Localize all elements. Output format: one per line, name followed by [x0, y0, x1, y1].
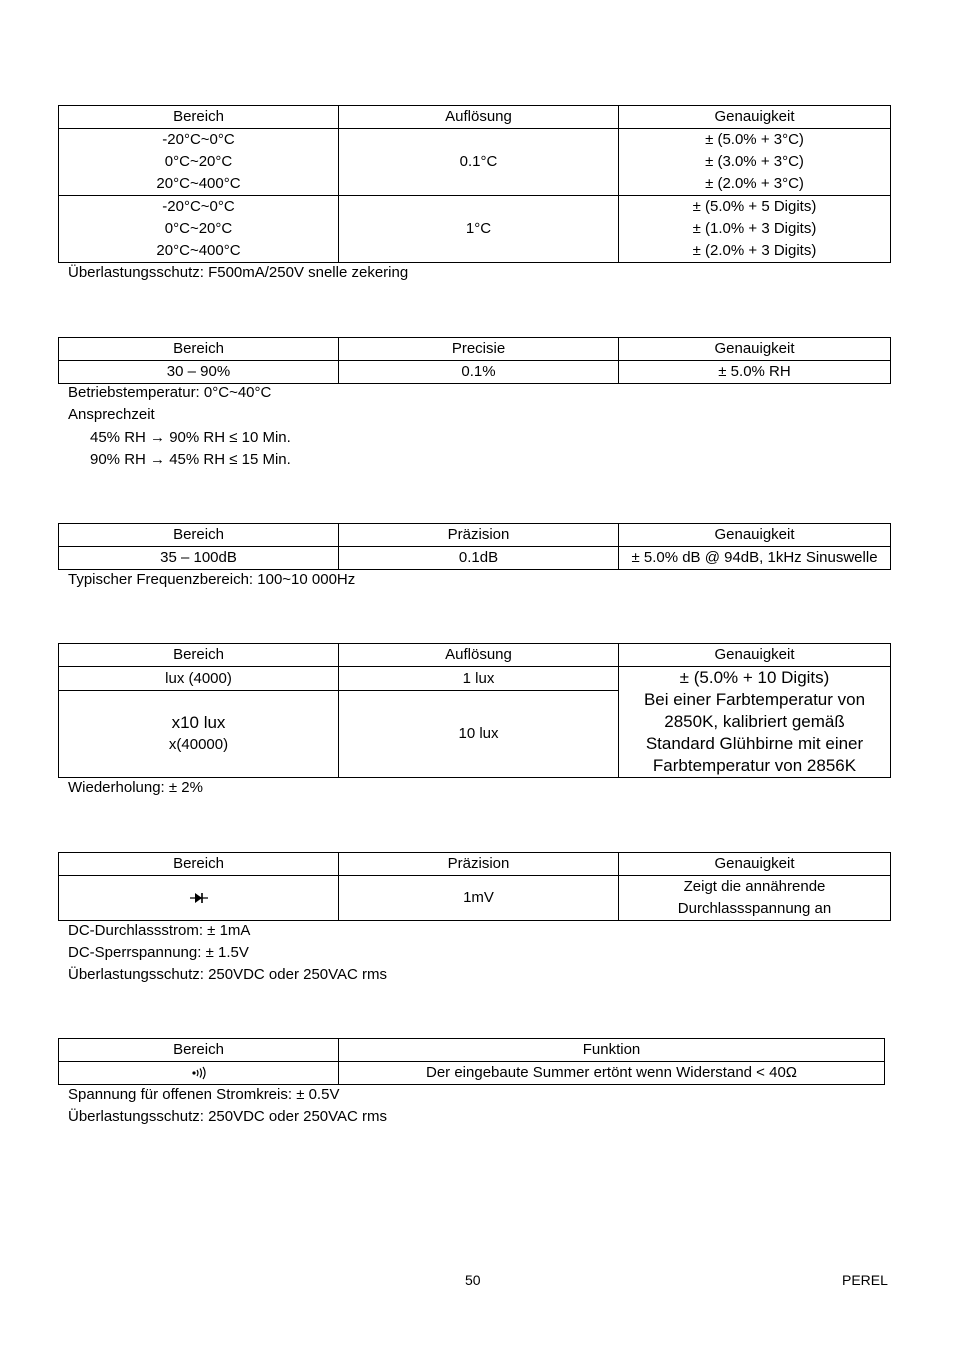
- accuracy-text: Durchlassspannung an: [677, 900, 832, 917]
- light-spec-table: [58, 643, 891, 778]
- temperature-note: Überlastungsschutz: F500mA/250V snelle zekering: [68, 264, 409, 281]
- resolution-cell: 1 lux: [339, 667, 619, 691]
- light-note: Wiederholung: ± 2%: [68, 779, 203, 796]
- header-cell: Bereich: [59, 1039, 339, 1062]
- accuracy-cell: ± 5.0% dB @ 94dB, 1kHz Sinuswelle: [619, 547, 891, 570]
- range-cell: [59, 691, 339, 778]
- accuracy-text: ± (5.0% + 3°C): [705, 131, 804, 148]
- accuracy-text: ± (5.0% + 5 Digits): [692, 198, 817, 215]
- range-cell: lux (4000): [59, 667, 339, 691]
- header-cell: Bereich: [59, 524, 339, 547]
- humidity-note: Betriebstemperatur: 0°C~40°C: [68, 384, 272, 401]
- accuracy-text: Zeigt die annährende: [683, 878, 826, 895]
- buzzer-icon: [191, 1066, 207, 1080]
- table-row: [59, 547, 891, 570]
- resolution-cell: 1°C: [339, 196, 619, 263]
- continuity-note: Spannung für offenen Stromkreis: ± 0.5V: [68, 1086, 340, 1103]
- precision-cell: 0.1%: [339, 361, 619, 384]
- range-text: 20°C~400°C: [156, 242, 241, 259]
- header-cell: Bereich: [59, 853, 339, 876]
- range-cell: 30 – 90%: [59, 361, 339, 384]
- range-cell: [59, 876, 339, 921]
- header-cell: Bereich: [59, 338, 339, 361]
- accuracy-cell: [619, 876, 891, 921]
- accuracy-cell: [619, 129, 891, 196]
- header-cell: Genauigkeit: [619, 853, 891, 876]
- accuracy-text: Standard Glühbirne mit einer: [645, 734, 864, 753]
- accuracy-cell: ± 5.0% RH: [619, 361, 891, 384]
- range-text: -20°C~0°C: [162, 198, 235, 215]
- accuracy-text: ± (2.0% + 3°C): [705, 175, 804, 192]
- range-cell: [59, 129, 339, 196]
- humidity-spec-table: [58, 337, 891, 384]
- header-cell: Bereich: [59, 106, 339, 129]
- header-cell: Funktion: [339, 1039, 885, 1062]
- header-cell: Genauigkeit: [619, 644, 891, 667]
- accuracy-text: Bei einer Farbtemperatur von: [643, 690, 866, 709]
- table-row: [59, 361, 891, 384]
- diode-icon: [189, 891, 209, 905]
- header-cell: Bereich: [59, 644, 339, 667]
- temperature-spec-table: [58, 105, 891, 263]
- header-cell: Genauigkeit: [619, 524, 891, 547]
- header-cell: Precisie: [339, 338, 619, 361]
- table-row: [59, 1062, 885, 1085]
- range-text: x10 lux: [171, 713, 226, 732]
- header-cell: Genauigkeit: [619, 338, 891, 361]
- accuracy-text: ± (3.0% + 3°C): [705, 153, 804, 170]
- header-cell: Auflösung: [339, 644, 619, 667]
- humidity-note: 45% RH → 90% RH ≤ 10 Min.: [90, 429, 291, 446]
- table-row: [59, 876, 891, 921]
- range-text: 20°C~400°C: [156, 175, 241, 192]
- accuracy-text: ± (2.0% + 3 Digits): [692, 242, 817, 259]
- resolution-cell: 10 lux: [339, 691, 619, 778]
- table-header-row: [59, 1039, 885, 1062]
- sound-note: Typischer Frequenzbereich: 100~10 000Hz: [68, 571, 356, 588]
- accuracy-cell: [619, 196, 891, 263]
- table-row: [59, 667, 891, 691]
- precision-cell: 0.1dB: [339, 547, 619, 570]
- header-cell: Präzision: [339, 853, 619, 876]
- humidity-note: Ansprechzeit: [68, 406, 155, 423]
- continuity-spec-table: [58, 1038, 885, 1085]
- function-cell: Der eingebaute Summer ertönt wenn Widerstand < 40Ω: [339, 1062, 885, 1085]
- sound-spec-table: [58, 523, 891, 570]
- header-cell: Präzision: [339, 524, 619, 547]
- range-text: x(40000): [168, 736, 229, 753]
- table-header-row: [59, 524, 891, 547]
- range-cell: [59, 1062, 339, 1085]
- range-text: 0°C~20°C: [164, 220, 233, 237]
- brand-label: PEREL: [842, 1272, 888, 1288]
- table-header-row: [59, 338, 891, 361]
- accuracy-cell: [619, 667, 891, 778]
- accuracy-text: Farbtemperatur von 2856K: [652, 756, 857, 775]
- humidity-note: 90% RH → 45% RH ≤ 15 Min.: [90, 451, 291, 468]
- table-row: [59, 196, 891, 263]
- diode-note: Überlastungsschutz: 250VDC oder 250VAC rms: [68, 966, 388, 983]
- precision-cell: 1mV: [339, 876, 619, 921]
- range-cell: 35 – 100dB: [59, 547, 339, 570]
- diode-note: DC-Durchlassstrom: ± 1mA: [68, 922, 251, 939]
- header-cell: Genauigkeit: [619, 106, 891, 129]
- header-cell: Auflösung: [339, 106, 619, 129]
- table-row: [59, 129, 891, 196]
- table-header-row: [59, 106, 891, 129]
- range-text: 0°C~20°C: [164, 153, 233, 170]
- accuracy-text: ± (1.0% + 3 Digits): [692, 220, 817, 237]
- accuracy-text: ± (5.0% + 10 Digits): [679, 668, 830, 687]
- range-text: -20°C~0°C: [162, 131, 235, 148]
- diode-spec-table: [58, 852, 891, 921]
- table-header-row: [59, 853, 891, 876]
- page-number: 50: [465, 1272, 481, 1288]
- range-cell: [59, 196, 339, 263]
- table-header-row: [59, 644, 891, 667]
- resolution-cell: 0.1°C: [339, 129, 619, 196]
- accuracy-text: 2850K, kalibriert gemäß: [664, 712, 845, 731]
- diode-note: DC-Sperrspannung: ± 1.5V: [68, 944, 249, 961]
- continuity-note: Überlastungsschutz: 250VDC oder 250VAC rms: [68, 1108, 388, 1125]
